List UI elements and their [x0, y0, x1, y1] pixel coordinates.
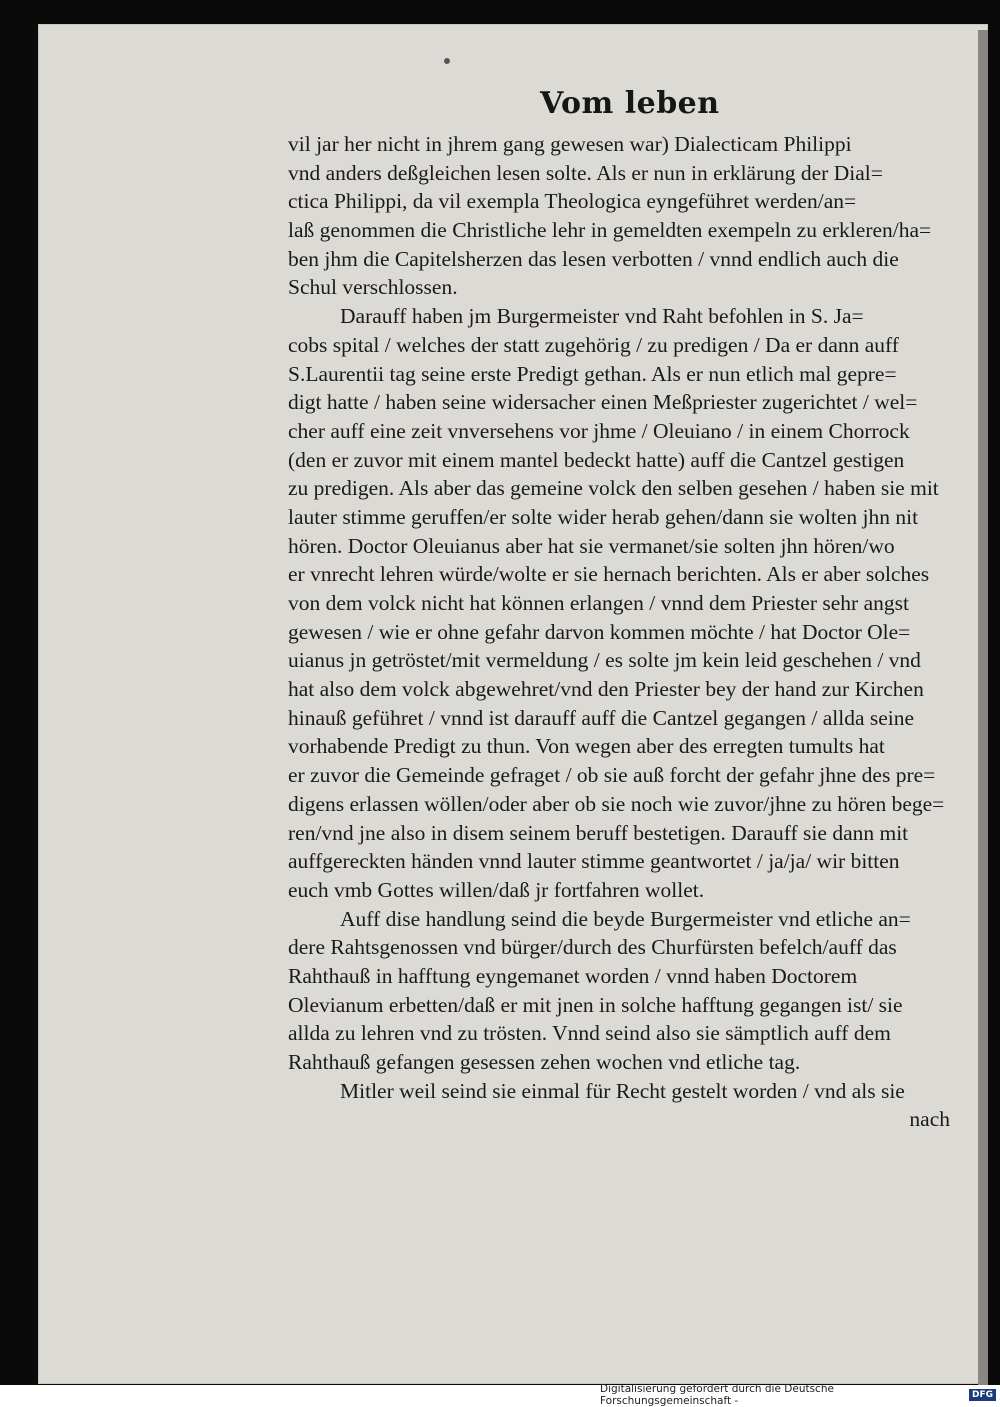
text-line: er vnrecht lehren würde/wolte er sie hernach berichten. Als er aber solches — [288, 562, 930, 587]
text-line: hören. Doctor Oleuianus aber hat sie vermanet/sie solten jhn hören/wo — [288, 533, 895, 558]
text-line: Rahthauß in hafftung eyngemanet worden / vnnd haben Doctorem — [288, 963, 858, 988]
running-head: Vom leben — [540, 86, 720, 121]
text-line: uianus jn getröstet/mit vermeldung / es solte jm kein leid geschehen / vnd — [288, 648, 921, 673]
text-line: gewesen / wie er ohne gefahr darvon kommen möchte / hat Doctor Ole= — [288, 619, 911, 644]
text-line: digt hatte / haben seine widersacher einen Meßpriester zugerichtet / wel= — [288, 390, 918, 415]
text-line: vnd anders deßgleichen lesen solte. Als er nun in erklärung der Dial= — [288, 160, 883, 185]
text-line: Schul verschlossen. — [288, 275, 458, 300]
text-line: Mitler weil seind sie einmal für Recht gestelt worden / vnd als sie — [340, 1078, 905, 1103]
text-line: cobs spital / welches der statt zugehörig / zu predigen / Da er dann auff — [288, 332, 899, 357]
text-line: euch vmb Gottes willen/daß jr fortfahren wollet. — [288, 877, 705, 902]
digitization-credit — [600, 1382, 1000, 1407]
text-line: ben jhm die Capitelsherzen das lesen verbotten / vnnd endlich auch die — [288, 246, 899, 271]
text-line: dere Rahtsgenossen vnd bürger/durch des Churfürsten befelch/auff das — [288, 935, 897, 960]
text-line: er zuvor die Gemeinde gefraget / ob sie auß forcht der gefahr jhne des pre= — [288, 763, 936, 788]
text-line: (den er zuvor mit einem mantel bedeckt hatte) auff die Cantzel gestigen — [288, 447, 905, 472]
text-line: zu predigen. Als aber das gemeine volck den selben gesehen / haben sie mit — [288, 476, 939, 501]
text-line: Rahthauß gefangen gesessen zehen wochen vnd etliche tag. — [288, 1050, 801, 1074]
text-line: digens erlassen wöllen/oder aber ob sie noch wie zuvor/jhne zu hören bege= — [288, 791, 945, 816]
text-line: ren/vnd jne also in disem seinem beruff bestetigen. Darauff sie dann mit — [288, 820, 909, 845]
text-line: allda zu lehren vnd zu trösten. Vnnd seind also sie sämptlich auff dem — [288, 1021, 891, 1046]
page-edge — [978, 30, 988, 1385]
text-line: cher auff eine zeit vnversehens vor jhme / Oleuiano / in einem Chorrock — [288, 418, 910, 443]
text-line: Auff dise handlung seind die beyde Burgermeister vnd etliche an= — [340, 906, 911, 931]
text-line: lauter stimme geruffen/er solte wider herab gehen/dann sie wolten jhn nit — [288, 504, 919, 529]
dfg-logo[interactable]: DFG — [969, 1389, 996, 1401]
text-line: S.Laurentii tag seine erste Predigt gethan. Als er nun etlich mal gepre= — [288, 361, 897, 386]
text-line: vorhabende Predigt zu thun. Von wegen aber des erregten tumults hat — [288, 734, 885, 759]
text-line: auffgereckten händen vnnd lauter stimme geantwortet / ja/ja/ wir bitten — [288, 849, 900, 874]
body-text — [288, 130, 958, 1134]
text-line: Olevianum erbetten/daß er mit jnen in solche hafftung gegangen ist/ sie — [288, 992, 903, 1017]
text-line: von dem volck nicht hat können erlangen / vnnd dem Priester sehr angst — [288, 591, 909, 615]
text-line: hinauß geführet / vnnd ist darauff auff die Cantzel gegangen / allda seine — [288, 705, 915, 730]
printer-mark — [444, 58, 450, 64]
text-line: hat also dem volck abgewehret/vnd den Priester bey der hand zur Kirchen — [288, 677, 924, 702]
text-line: laß genommen die Christliche lehr in gemeldten exempeln zu erkleren/ha= — [288, 218, 932, 243]
text-line: vil jar her nicht in jhrem gang gewesen war) Dialecticam Philippi — [288, 132, 852, 156]
text-line: ctica Philippi, da vil exempla Theologica eyngeführet werden/an= — [288, 189, 857, 214]
credit-text: Digitalisierung gefördert durch die Deutsche Forschungsgemeinschaft - — [600, 1382, 834, 1407]
text-line: Darauff haben jm Burgermeister vnd Raht befohlen in S. Ja= — [340, 304, 864, 329]
catchword: nach — [909, 1107, 950, 1132]
